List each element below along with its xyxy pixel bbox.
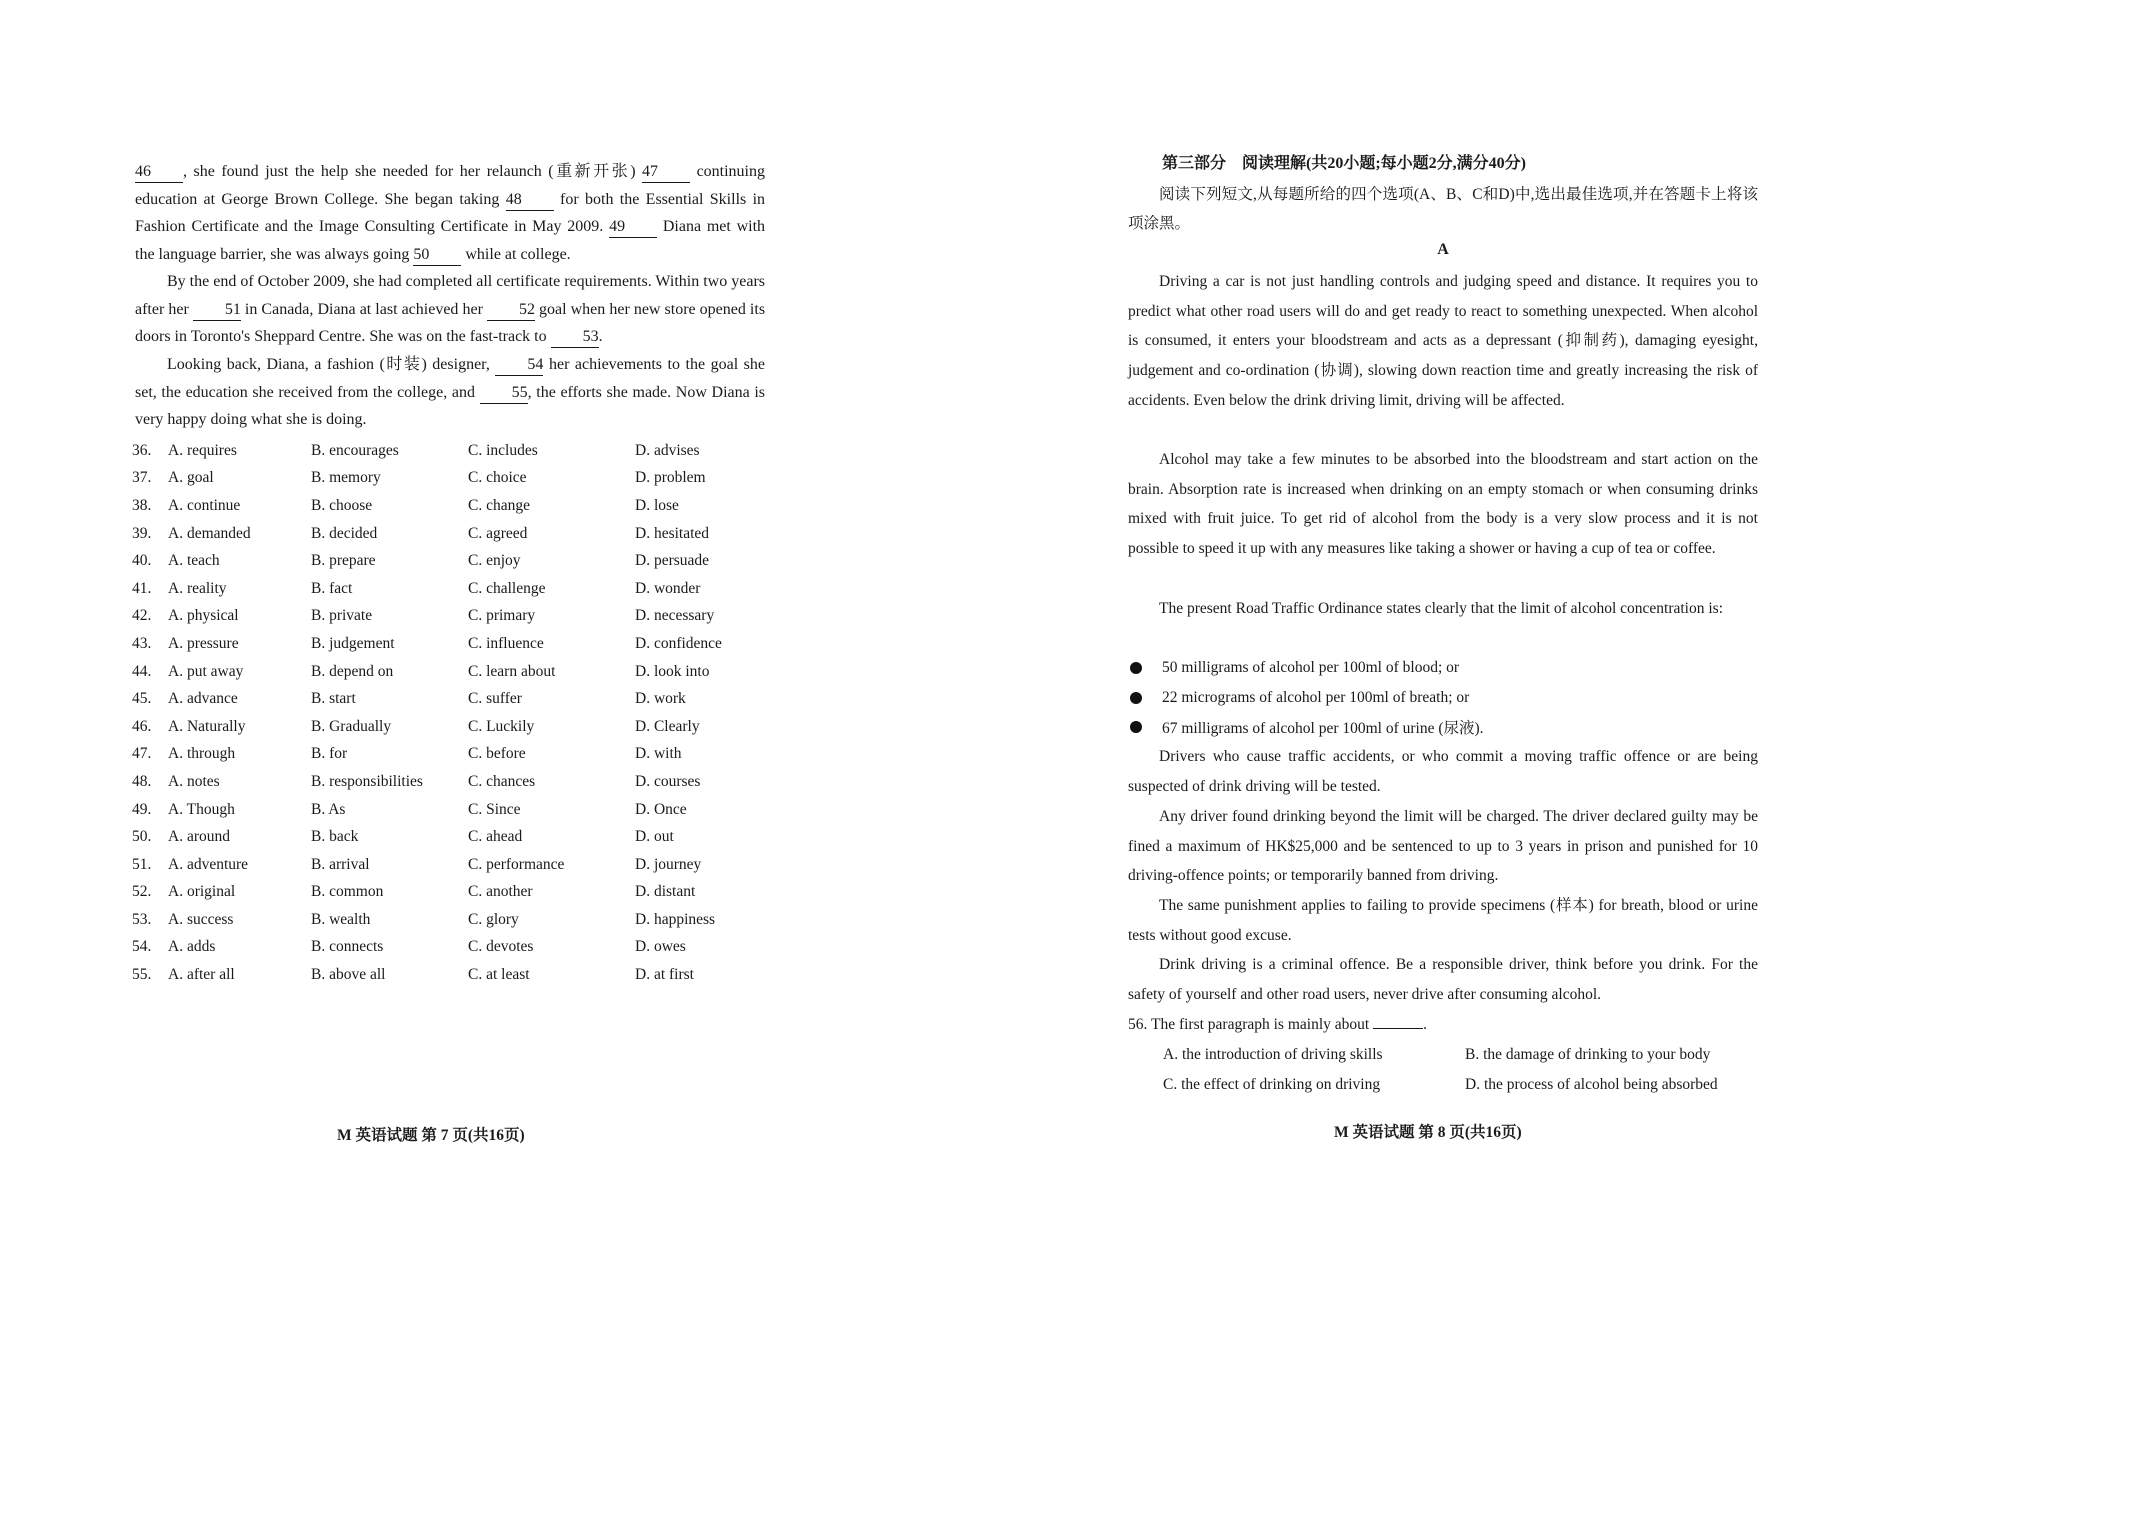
- question-56: [1128, 1010, 1427, 1040]
- option-row: [132, 575, 772, 603]
- option-d: D. at first: [635, 966, 694, 984]
- option-c: C. devotes: [468, 938, 534, 956]
- option-row: [132, 630, 772, 658]
- cloze-paragraph-2: [135, 268, 765, 351]
- option-a: A. pressure: [168, 634, 239, 652]
- bullet-icon: [1130, 692, 1142, 704]
- list-item: [1128, 683, 1758, 713]
- passage-label: A: [1437, 241, 1449, 258]
- option-a: A. notes: [168, 772, 220, 790]
- option-d: D. journey: [635, 855, 702, 873]
- cloze-text: Diana met with the language barrier, she was always going: [135, 218, 766, 263]
- option-a: A. Though: [168, 800, 235, 818]
- option-b: B. As: [311, 800, 346, 818]
- question-number: 42.: [132, 607, 152, 625]
- passage-paragraph-2: Alcohol may take a few minutes to be absorbed into the bloodstream and start action on the brain. Absorption rate is increased when drinking on an empty stomach or when consuming drinks mixed with fruit juice. To get rid of alcohol from the body is a very slow process and it is not possible to speed it up with any measures like taking a shower or having a cup of tea or coffee.: [1128, 451, 1758, 558]
- option-c: C. Since: [468, 800, 521, 818]
- cloze-text: Looking back, Diana, a fashion (时装) designer,: [167, 356, 490, 373]
- passage-paragraph-1: Driving a car is not just handling controls and judging speed and distance. It requires you to predict what other road users will do and get ready to react to something unexpected. When alcohol is consumed, it enters your bloodstream and acts as a depressant (抑制药), damaging eyesight, judgement and co-ordination (协调), slowing down reaction time and greatly increasing the risk of accidents. Even below the drink driving limit, driving will be affected.: [1128, 273, 1758, 409]
- option-c: C. glory: [468, 910, 519, 928]
- option-row: [132, 547, 772, 575]
- question-number: 49.: [132, 800, 152, 818]
- option-a: A. adventure: [168, 855, 249, 873]
- cloze-text: , she found just the help she needed for her relaunch (重新开张): [183, 163, 636, 180]
- option-c: C. performance: [468, 855, 565, 873]
- option-b: B. depend on: [311, 662, 394, 680]
- option-d: D. confidence: [635, 634, 722, 652]
- option-c: C. includes: [468, 441, 538, 459]
- option-b: B. choose: [311, 496, 373, 514]
- cloze-paragraph-1: [135, 158, 765, 268]
- option-row: [132, 934, 772, 962]
- question-number: 37.: [132, 469, 152, 487]
- option-b: B. the damage of drinking to your body: [1465, 1045, 1711, 1063]
- option-d: D. necessary: [635, 607, 715, 625]
- option-a: A. the introduction of driving skills: [1163, 1045, 1383, 1063]
- option-c: C. another: [468, 883, 533, 901]
- option-row: [132, 768, 772, 796]
- passage-paragraph-3: The present Road Traffic Ordinance states clearly that the limit of alcohol concentration is:: [1159, 600, 1724, 617]
- blank-54: 54: [495, 355, 543, 376]
- cloze-text: , the efforts she made. Now Diana is very happy doing what she is doing.: [135, 383, 766, 428]
- option-d: D. wonder: [635, 579, 701, 597]
- option-b: B. arrival: [311, 855, 370, 873]
- option-row: [132, 658, 772, 686]
- option-a: A. adds: [168, 938, 216, 956]
- option-row: [132, 685, 772, 713]
- option-b: B. responsibilities: [311, 772, 423, 790]
- cloze-text: By the end of October 2009, she had completed all certificate requirements. Within two years after her: [135, 273, 765, 318]
- option-d: D. hesitated: [635, 524, 710, 542]
- page-footer-right: M 英语试题 第 8 页(共16页): [1334, 1124, 1522, 1141]
- question-56-options: [1163, 1040, 1763, 1099]
- question-number: 36.: [132, 441, 152, 459]
- option-b: B. encourages: [311, 441, 399, 459]
- option-row: [132, 492, 772, 520]
- option-a: A. advance: [168, 690, 238, 708]
- instructions: 阅读下列短文,从每题所给的四个选项(A、B、C和D)中,选出最佳选项,并在答题卡上将该项涂黑。: [1128, 186, 1758, 232]
- blank-47: 47: [642, 162, 690, 183]
- option-c: C. enjoy: [468, 552, 521, 570]
- option-d: D. problem: [635, 469, 706, 487]
- blank-51: 51: [193, 300, 241, 321]
- option-row: [132, 437, 772, 465]
- cloze-paragraph-3: [135, 351, 765, 434]
- option-row: [132, 520, 772, 548]
- option-a: A. after all: [168, 966, 235, 984]
- page-footer-left: M 英语试题 第 7 页(共16页): [337, 1127, 525, 1144]
- option-d: D. distant: [635, 883, 696, 901]
- option-b: B. back: [311, 828, 359, 846]
- question-number: 39.: [132, 524, 152, 542]
- option-a: A. put away: [168, 662, 244, 680]
- section-title: 第三部分 阅读理解(共20小题;每小题2分,满分40分): [1162, 155, 1526, 172]
- option-a: A. demanded: [168, 524, 251, 542]
- cloze-text: while at college.: [465, 245, 571, 263]
- passage-paragraph-4: Drivers who cause traffic accidents, or who commit a moving traffic offence or are being suspected of drink driving will be tested.: [1128, 748, 1758, 795]
- blank-48: 48: [506, 190, 554, 211]
- option-b: B. above all: [311, 966, 386, 984]
- blank-53: 53: [551, 327, 599, 348]
- bullet-icon: [1130, 721, 1142, 733]
- question-number: 40.: [132, 552, 152, 570]
- option-d: D. persuade: [635, 552, 710, 570]
- option-d: D. advises: [635, 441, 700, 459]
- question-number: 44.: [132, 662, 152, 680]
- option-d: D. Clearly: [635, 717, 700, 735]
- question-number: 55.: [132, 966, 152, 984]
- bullet-icon: [1130, 662, 1142, 674]
- option-c: C. primary: [468, 607, 536, 625]
- option-c: C. the effect of drinking on driving: [1163, 1075, 1381, 1093]
- option-c: C. chances: [468, 772, 536, 790]
- answer-blank: [1373, 1028, 1423, 1029]
- list-item: [1128, 653, 1758, 683]
- option-d: D. Once: [635, 800, 687, 818]
- limits-list: [1128, 653, 1758, 742]
- question-number: 45.: [132, 690, 152, 708]
- list-item-text: 22 micrograms of alcohol per 100ml of breath; or: [1162, 688, 1470, 706]
- list-item: [1128, 712, 1758, 742]
- option-a: A. requires: [168, 441, 237, 459]
- list-item-text: 67 milligrams of alcohol per 100ml of urine (尿液).: [1162, 720, 1484, 738]
- option-b: B. start: [311, 690, 356, 708]
- cloze-text: for both the Essential Skills in Fashion Certificate and the Image Consulting Certificate in May 2009.: [135, 190, 766, 235]
- cloze-text: .: [598, 328, 603, 345]
- question-number: 50.: [132, 828, 152, 846]
- option-c: C. before: [468, 745, 526, 763]
- blank-55: 55: [480, 383, 528, 404]
- passage-paragraph-7: Drink driving is a criminal offence. Be a responsible driver, think before you drink. For the safety of yourself and other road users, never drive after consuming alcohol.: [1128, 956, 1758, 1003]
- option-b: B. decided: [311, 524, 378, 542]
- option-row: [132, 796, 772, 824]
- option-a: A. continue: [168, 496, 241, 514]
- cloze-text: continuing education at George Brown College. She began taking: [135, 163, 765, 208]
- option-row: [132, 879, 772, 907]
- option-c: C. agreed: [468, 524, 528, 542]
- option-a: A. physical: [168, 607, 239, 625]
- question-number: 38.: [132, 496, 152, 514]
- option-c: C. choice: [468, 469, 527, 487]
- cloze-text: goal when her new store opened its doors in Toronto's Sheppard Centre. She was on the fast-track to: [135, 300, 766, 345]
- passage-paragraph-5: Any driver found drinking beyond the limit will be charged. The driver declared guilty may be fined a maximum of HK$25,000 and be sentenced to up to 3 years in prison and punished for 10 driving-offence points; or temporarily banned from driving.: [1128, 808, 1758, 885]
- option-a: A. success: [168, 910, 234, 928]
- option-a: A. teach: [168, 552, 220, 570]
- option-c: C. influence: [468, 634, 544, 652]
- option-d: D. with: [635, 745, 682, 763]
- option-c: C. at least: [468, 966, 530, 984]
- passage-paragraph-6: The same punishment applies to failing to provide specimens (样本) for breath, blood or urine tests without good excuse.: [1128, 897, 1758, 944]
- option-d: D. the process of alcohol being absorbed: [1465, 1075, 1718, 1093]
- options-list: [132, 437, 772, 989]
- option-row: [132, 603, 772, 631]
- option-a: A. reality: [168, 579, 227, 597]
- question-number: 46.: [132, 717, 152, 735]
- option-row: [132, 906, 772, 934]
- option-a: A. through: [168, 745, 236, 763]
- question-number: 53.: [132, 910, 152, 928]
- option-c: C. challenge: [468, 579, 546, 597]
- option-a: A. goal: [168, 469, 214, 487]
- option-row: [132, 713, 772, 741]
- option-d: D. owes: [635, 938, 686, 956]
- option-a: A. Naturally: [168, 717, 246, 735]
- option-d: D. lose: [635, 496, 679, 514]
- option-b: B. memory: [311, 469, 381, 487]
- option-c: C. learn about: [468, 662, 556, 680]
- option-row: [132, 851, 772, 879]
- blank-52: 52: [487, 300, 535, 321]
- question-stem: 56. The first paragraph is mainly about: [1128, 1016, 1370, 1033]
- option-a: A. around: [168, 828, 230, 846]
- option-d: D. courses: [635, 772, 701, 790]
- list-item-text: 50 milligrams of alcohol per 100ml of blood; or: [1162, 658, 1460, 676]
- question-number: 48.: [132, 772, 152, 790]
- option-row: [132, 961, 772, 989]
- option-d: D. happiness: [635, 910, 716, 928]
- option-c: C. Luckily: [468, 717, 535, 735]
- question-number: 43.: [132, 634, 152, 652]
- option-c: C. suffer: [468, 690, 522, 708]
- option-b: B. fact: [311, 579, 353, 597]
- option-row: [132, 465, 772, 493]
- question-number: 51.: [132, 855, 152, 873]
- question-number: 54.: [132, 938, 152, 956]
- option-b: B. judgement: [311, 634, 395, 652]
- blank-49: 49: [609, 217, 657, 238]
- blank-50: 50: [413, 245, 461, 266]
- cloze-text: her achievements to the goal she set, the education she received from the college, and: [135, 356, 766, 401]
- option-b: B. connects: [311, 938, 384, 956]
- option-c: C. change: [468, 496, 530, 514]
- option-row: [132, 741, 772, 769]
- option-d: D. out: [635, 828, 674, 846]
- option-a: A. original: [168, 883, 236, 901]
- question-number: 52.: [132, 883, 152, 901]
- option-b: B. common: [311, 883, 384, 901]
- question-number: 47.: [132, 745, 152, 763]
- option-c: C. ahead: [468, 828, 523, 846]
- option-row: [132, 823, 772, 851]
- option-b: B. Gradually: [311, 717, 392, 735]
- option-d: D. work: [635, 690, 686, 708]
- question-number: 41.: [132, 579, 152, 597]
- blank-46: 46: [135, 162, 183, 183]
- option-b: B. wealth: [311, 910, 371, 928]
- option-b: B. private: [311, 607, 373, 625]
- question-stem-end: .: [1423, 1016, 1427, 1033]
- cloze-text: in Canada, Diana at last achieved her: [244, 300, 483, 318]
- option-b: B. prepare: [311, 552, 376, 570]
- option-b: B. for: [311, 745, 348, 763]
- option-d: D. look into: [635, 662, 710, 680]
